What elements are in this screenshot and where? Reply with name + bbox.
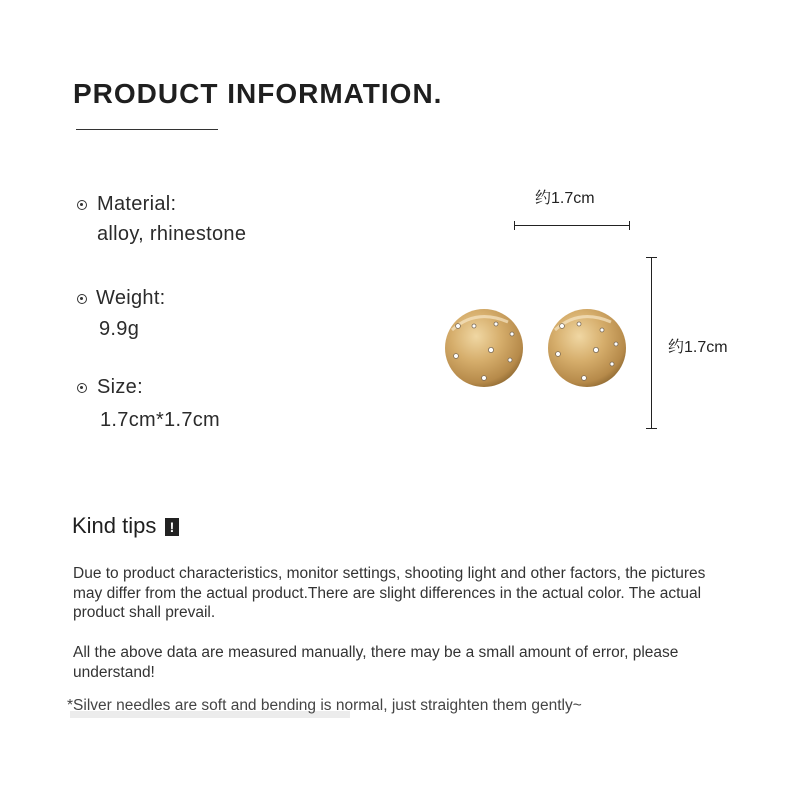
material-value: alloy, rhinestone [97,223,247,245]
size-label: Size: [97,376,143,398]
height-dimension-label: 约1.7cm [668,339,728,356]
kind-tips-title: Kind tips [72,513,157,538]
width-dimension-tick [514,221,515,230]
width-dimension-line [514,225,630,226]
height-dimension-tick [646,428,657,429]
width-dimension-label: 约1.7cm [535,190,595,207]
height-dimension-line [651,257,652,429]
material-label: Material: [97,193,177,215]
earring-left [445,309,523,387]
bullet-icon [77,294,87,304]
bullet-icon [77,200,87,210]
size-value: 1.7cm*1.7cm [100,409,221,431]
earrings-image [436,300,636,395]
weight-label: Weight: [96,287,166,309]
earring-right [548,309,626,387]
width-dimension-tick [629,221,630,230]
bullet-icon [77,383,87,393]
disclaimer-paragraph: Due to product characteristics, monitor settings, shooting light and other factors, the pictures may differ from the actual product.There are slight differences in the actual color. The actual product shall prevail. [73,565,706,621]
page-title: PRODUCT INFORMATION. [73,78,443,109]
weight-value: 9.9g [99,318,140,340]
title-underline [76,129,218,130]
height-dimension-tick [646,257,657,258]
measurement-paragraph: All the above data are measured manually, there may be a small amount of error, please understand! [73,644,679,681]
exclamation-icon: ! [165,518,179,536]
silver-needle-note: *Silver needles are soft and bending is normal, just straighten them gently~ [67,697,582,714]
